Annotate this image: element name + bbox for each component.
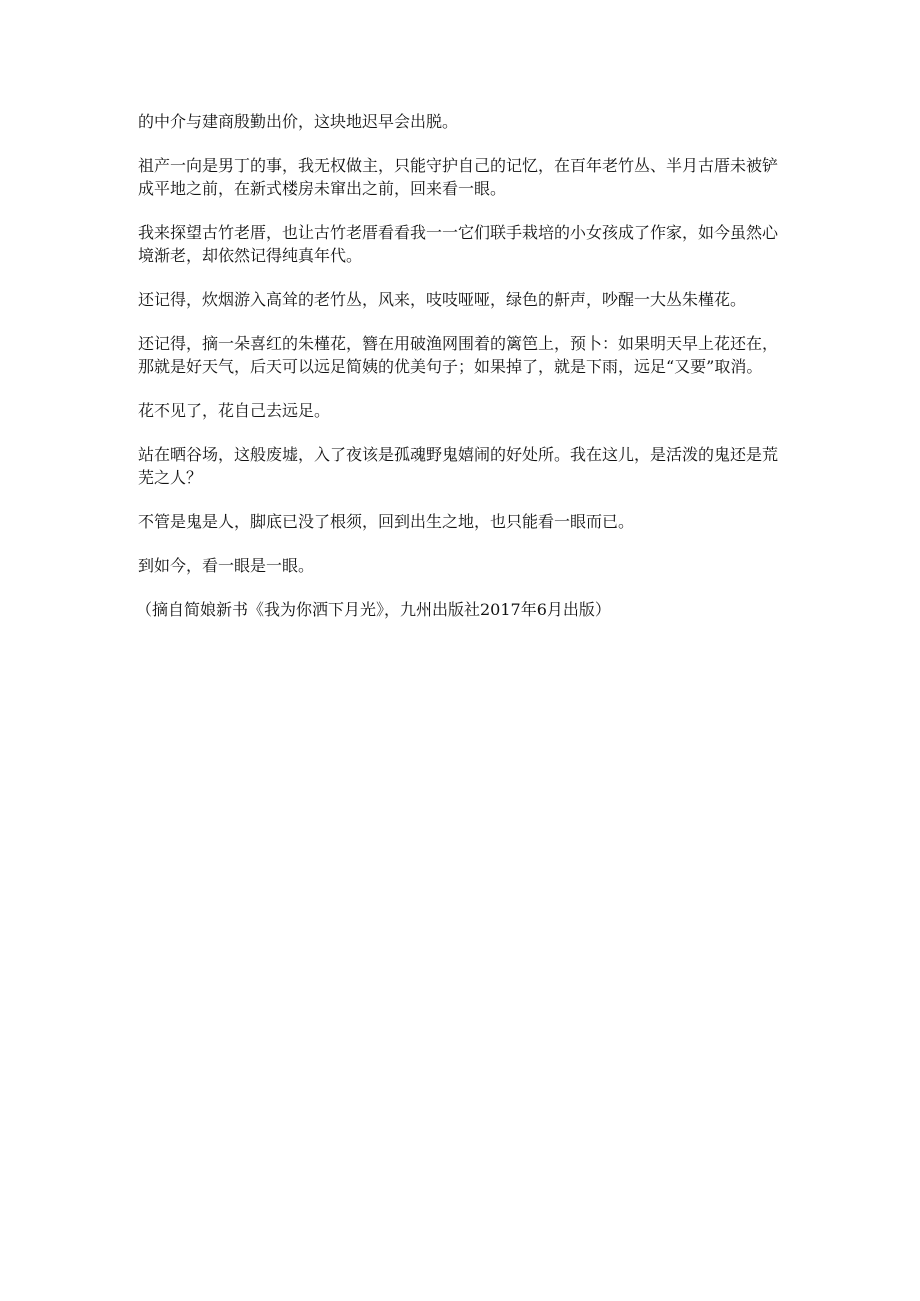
document-body bbox=[138, 110, 783, 642]
paragraph-2: 祖产一向是男丁的事，我无权做主，只能守护自己的记忆，在百年老竹丛、半月古厝未被铲成平地之前，在新式楼房未窜出之前，回来看一眼。 bbox=[138, 156, 779, 198]
paragraph-3: 我来探望古竹老厝，也让古竹老厝看看我一一它们联手栽培的小女孩成了作家，如今虽然心境渐老，却依然记得纯真年代。 bbox=[138, 223, 779, 265]
paragraph-9: 到如今，看一眼是一眼。 bbox=[138, 556, 315, 575]
source-note: （摘自简娘新书《我为你洒下月光》，九州出版社2017年6月出版） bbox=[136, 600, 611, 619]
paragraph-8: 不管是鬼是人，脚底已没了根须，回到出生之地，也只能看一眼而已。 bbox=[138, 512, 635, 531]
paragraph-1: 的中介与建商殷勤出价，这块地迟早会出脱。 bbox=[138, 112, 459, 131]
paragraph-7: 站在晒谷场，这般废墟，入了夜该是孤魂野鬼嬉闹的好处所。我在这儿，是活泼的鬼还是荒芜之人？ bbox=[138, 445, 779, 487]
paragraph-5: 还记得，摘一朵喜红的朱槿花，簪在用破渔网围着的篱笆上，预卜：如果明天早上花还在，那就是好天气，后天可以远足简姨的优美句子；如果掉了，就是下雨，远足“又要”取消。 bbox=[138, 334, 779, 376]
paragraph-6: 花不见了，花自己去远足。 bbox=[138, 401, 331, 420]
paragraph-4: 还记得，炊烟游入高耸的老竹丛，风来，吱吱哑哑，绿色的鼾声，吵醒一大丛朱槿花。 bbox=[138, 290, 747, 309]
